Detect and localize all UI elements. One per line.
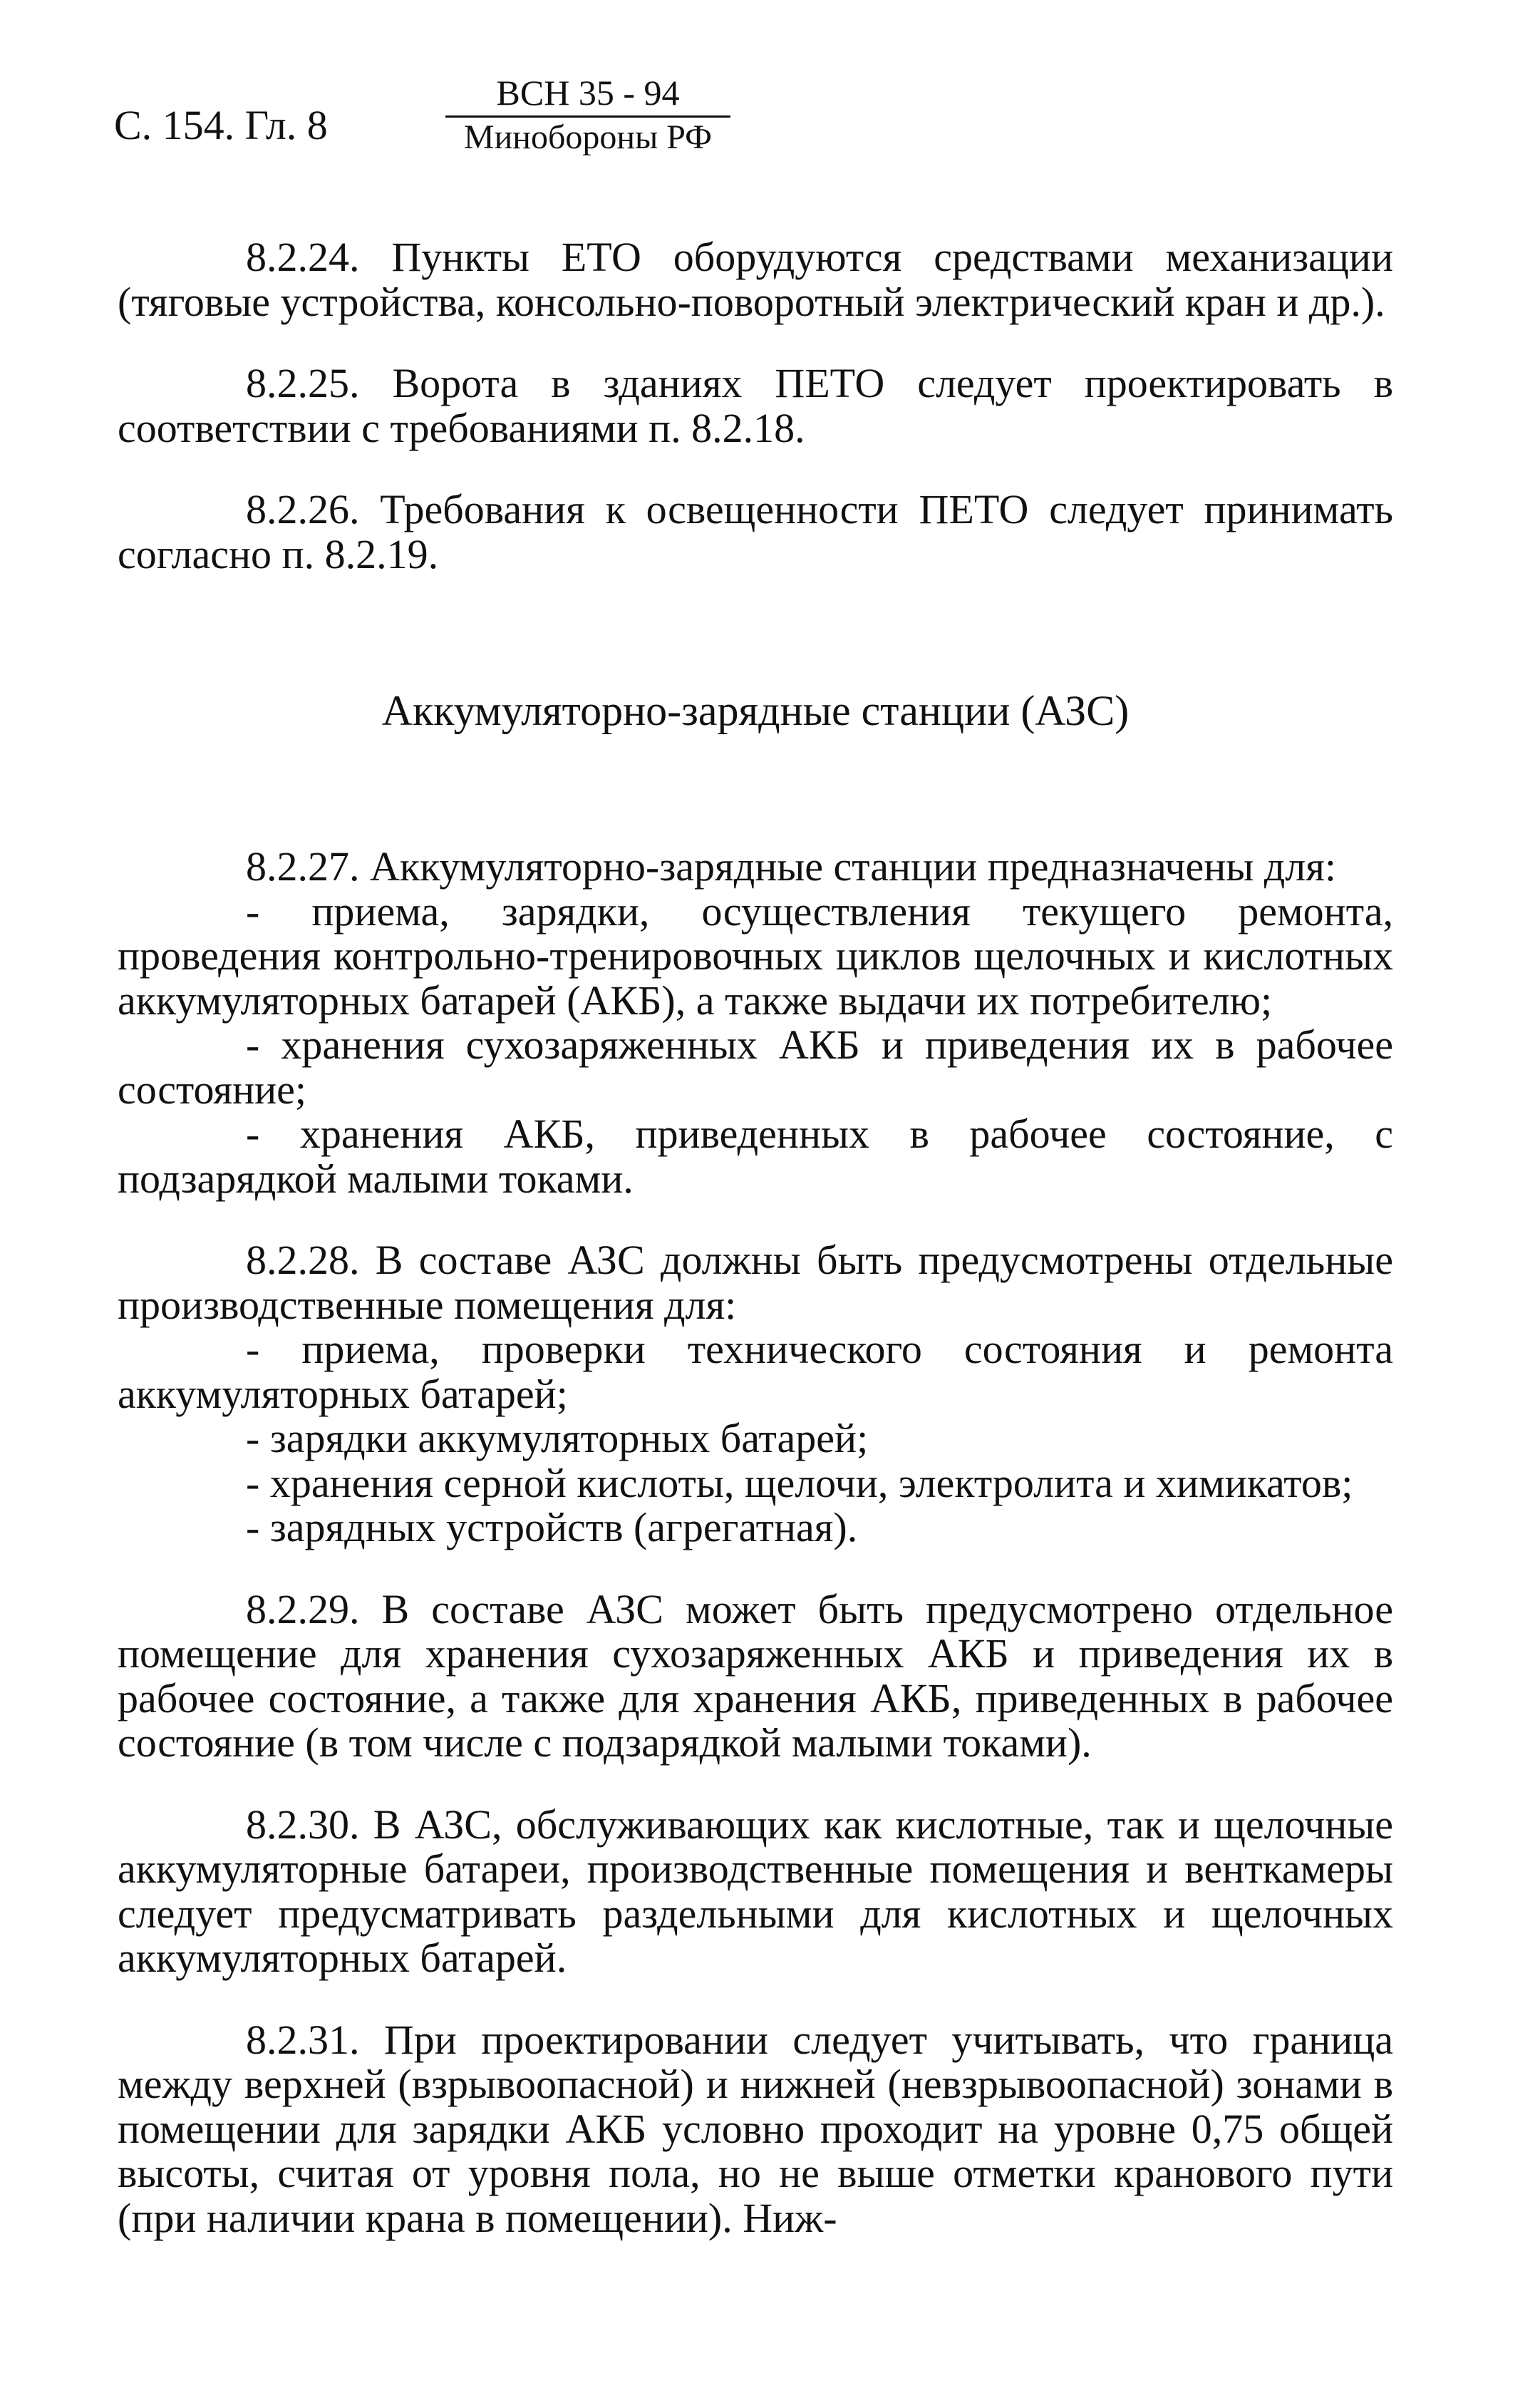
list-item <box>118 887 1393 1024</box>
paragraph-8-2-26 <box>118 488 1393 577</box>
paragraph-8-2-26-text: 8.2.26. Требования к освещенности ПЕТО следует принимать согласно п. 8.2.19. <box>118 486 1393 577</box>
list-item-text: - хранения сухозаряженных АКБ и приведения их в рабочее состояние; <box>118 1021 1393 1113</box>
list-item <box>118 1023 1393 1112</box>
paragraph-8-2-28 <box>118 1238 1393 1327</box>
paragraph-8-2-30 <box>118 1803 1393 1981</box>
header-page-ref: С. 154. Гл. 8 <box>114 102 328 148</box>
header-standard-code: ВСН 35 - 94 <box>445 71 730 118</box>
paragraph-8-2-25-text: 8.2.25. Ворота в зданиях ПЕТО следует проектировать в соответствии с требованиями п. 8.2.18. <box>118 360 1393 451</box>
list-item-text: - зарядных устройств (агрегатная). <box>246 1504 858 1550</box>
paragraph-8-2-24-text: 8.2.24. Пункты ЕТО оборудуются средствами механизации (тяговые устройства, консольно-поворотный электрический кран и др.). <box>118 234 1393 325</box>
list-item-text: - зарядки аккумуляторных батарей; <box>246 1415 869 1461</box>
paragraph-8-2-30-text: 8.2.30. В АЗС, обслуживающих как кислотные, так и щелочные аккумуляторные батареи, производственные помещения и венткамеры следует предусматривать раздельными для кислотных и щелочных аккумуляторных батарей. <box>118 1801 1393 1981</box>
paragraph-8-2-31-text: 8.2.31. При проектировании следует учитывать, что граница между верхней (взрывоопасной) и нижней (невзрывоопасной) зонами в помещении для зарядки АКБ условно проходит на уровне 0,75 общей высоты, считая от уровня пола, но не выше отметки кранового пути (при наличии крана в помещении). Ниж- <box>118 2016 1393 2241</box>
section-heading: Аккумуляторно-зарядные станции (АЗС) <box>381 687 1130 734</box>
paragraph-8-2-29-text: 8.2.29. В составе АЗС может быть предусмотрено отдельное помещение для хранения сухозаряженных АКБ и приведения их в рабочее состояние, а также для хранения АКБ, приведенных в рабочее состояние (в том числе с подзарядкой малыми токами). <box>118 1585 1393 1766</box>
paragraph-8-2-29 <box>118 1587 1393 1766</box>
list-item-text: - приема, проверки технического состояния и ремонта аккумуляторных батарей; <box>118 1326 1393 1417</box>
paragraph-8-2-27-intro: 8.2.27. Аккумуляторно-зарядные станции предназначены для: <box>246 843 1337 890</box>
paragraph-8-2-27 <box>118 845 1393 890</box>
list-item-text: - хранения АКБ, приведенных в рабочее состояние, с подзарядкой малыми токами. <box>118 1111 1393 1202</box>
header-ministry: Минобороны РФ <box>463 118 713 156</box>
list-item-text: - приема, зарядки, осуществления текущего ремонта, проведения контрольно-тренировочных циклов щелочных и кислотных аккумуляторных батарей (АКБ), а также выдачи их потребителю; <box>118 887 1393 1024</box>
list-item <box>118 1506 1393 1550</box>
list-item <box>118 1416 1393 1461</box>
page-body <box>118 235 1393 2240</box>
list-item <box>118 1327 1393 1416</box>
paragraph-8-2-31 <box>118 2018 1393 2241</box>
paragraph-8-2-24 <box>118 235 1393 324</box>
paragraph-8-2-25 <box>118 361 1393 451</box>
list-item <box>118 1112 1393 1201</box>
page-header <box>114 71 713 164</box>
list-item <box>118 1461 1393 1506</box>
list-item-text: - хранения серной кислоты, щелочи, электролита и химикатов; <box>246 1459 1353 1506</box>
header-standard <box>445 71 730 158</box>
paragraph-8-2-28-intro: 8.2.28. В составе АЗС должны быть предусмотрены отдельные производственные помещения для: <box>118 1237 1393 1328</box>
